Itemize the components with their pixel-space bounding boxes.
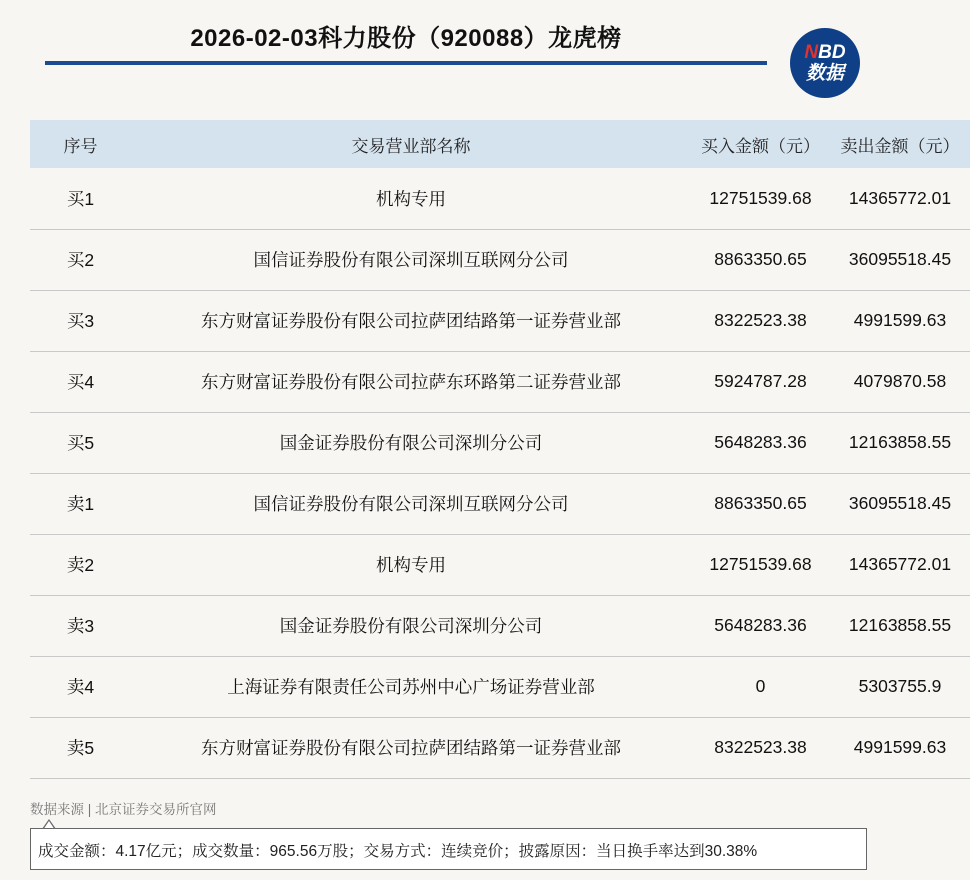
table-row [30, 473, 970, 534]
logo-n-letter: N [804, 42, 819, 63]
cell-sell-amount: 4991599.63 [830, 290, 970, 351]
table-row [30, 534, 970, 595]
cell-branch-name: 东方财富证券股份有限公司拉萨东环路第二证券营业部 [131, 351, 691, 412]
cell-sell-amount: 4079870.58 [830, 351, 970, 412]
table-row [30, 595, 970, 656]
cell-sell-amount: 14365772.01 [830, 168, 970, 229]
cell-sell-amount: 36095518.45 [830, 473, 970, 534]
cell-seq: 买4 [30, 351, 131, 412]
data-source: 数据来源 | 北京证券交易所官网 [30, 802, 217, 817]
header-seq: 序号 [30, 120, 131, 168]
cell-branch-name: 国信证券股份有限公司深圳互联网分公司 [131, 473, 691, 534]
header-sell-amount: 卖出金额（元） [830, 120, 970, 168]
cell-seq: 买2 [30, 229, 131, 290]
page-title: 2026-02-03科力股份（920088）龙虎榜 [190, 25, 622, 52]
cell-seq: 卖3 [30, 595, 131, 656]
cell-buy-amount: 5924787.28 [691, 351, 830, 412]
cell-branch-name: 东方财富证券股份有限公司拉萨团结路第一证券营业部 [131, 717, 691, 778]
cell-branch-name: 国信证券股份有限公司深圳互联网分公司 [131, 229, 691, 290]
header [45, 0, 767, 66]
cell-branch-name: 国金证券股份有限公司深圳分公司 [131, 412, 691, 473]
cell-sell-amount: 5303755.9 [830, 656, 970, 717]
cell-seq: 卖5 [30, 717, 131, 778]
table-row [30, 168, 970, 229]
cell-sell-amount: 36095518.45 [830, 229, 970, 290]
cell-buy-amount: 8322523.38 [691, 717, 830, 778]
cell-buy-amount: 12751539.68 [691, 534, 830, 595]
cell-buy-amount: 5648283.36 [691, 595, 830, 656]
table-row [30, 656, 970, 717]
title-underline [45, 61, 767, 65]
logo-text-top [804, 43, 845, 62]
trade-summary-note: 成交金额：4.17亿元；成交数量：965.56万股；交易方式：连续竞价；披露原因：当日换手率达到30.38% [30, 828, 867, 870]
cell-seq: 卖2 [30, 534, 131, 595]
table-row [30, 290, 970, 351]
cell-branch-name: 上海证券有限责任公司苏州中心广场证券营业部 [131, 656, 691, 717]
table-row [30, 229, 970, 290]
cell-seq: 买1 [30, 168, 131, 229]
cell-sell-amount: 4991599.63 [830, 717, 970, 778]
table-row [30, 717, 970, 778]
nbd-logo [790, 28, 860, 98]
dragon-tiger-table [30, 120, 970, 779]
cell-branch-name: 机构专用 [131, 534, 691, 595]
cell-buy-amount: 8863350.65 [691, 473, 830, 534]
cell-buy-amount: 8863350.65 [691, 229, 830, 290]
cell-seq: 卖4 [30, 656, 131, 717]
cell-buy-amount: 12751539.68 [691, 168, 830, 229]
cell-branch-name: 国金证券股份有限公司深圳分公司 [131, 595, 691, 656]
cell-branch-name: 东方财富证券股份有限公司拉萨团结路第一证券营业部 [131, 290, 691, 351]
table-header-row [30, 120, 970, 168]
cell-seq: 卖1 [30, 473, 131, 534]
table-row [30, 351, 970, 412]
cell-buy-amount: 8322523.38 [691, 290, 830, 351]
logo-bd-letters: BD [818, 42, 846, 63]
cell-seq: 买3 [30, 290, 131, 351]
cell-sell-amount: 12163858.55 [830, 412, 970, 473]
cell-buy-amount: 0 [691, 656, 830, 717]
cell-buy-amount: 5648283.36 [691, 412, 830, 473]
logo-text-bottom: 数据 [805, 63, 844, 84]
header-buy-amount: 买入金额（元） [691, 120, 830, 168]
cell-seq: 买5 [30, 412, 131, 473]
header-branch-name: 交易营业部名称 [131, 120, 691, 168]
cell-sell-amount: 12163858.55 [830, 595, 970, 656]
table-row [30, 412, 970, 473]
cell-branch-name: 机构专用 [131, 168, 691, 229]
cell-sell-amount: 14365772.01 [830, 534, 970, 595]
table-body [30, 168, 970, 778]
